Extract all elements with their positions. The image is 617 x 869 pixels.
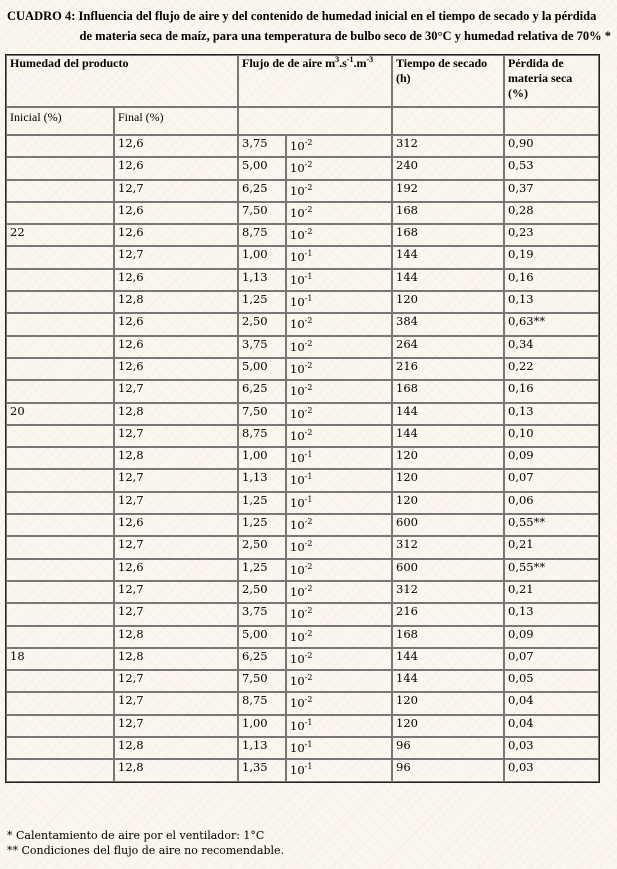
cell-inicial xyxy=(6,380,114,402)
cell-final: 12,7 xyxy=(114,380,238,402)
cell-perdida: 0,03 xyxy=(504,737,599,759)
cell-inicial xyxy=(6,447,114,469)
footnote-1: * Calentamiento de aire por el ventilador: 1°C xyxy=(7,829,265,842)
cell-inicial xyxy=(6,425,114,447)
cell-flujo: 1,00 xyxy=(238,715,286,737)
exponent-power: -1 xyxy=(304,271,313,281)
cell-flujo: 8,75 xyxy=(238,692,286,714)
cell-final: 12,6 xyxy=(114,336,238,358)
header-final: Final (%) xyxy=(114,107,238,135)
cell-exponent xyxy=(286,692,392,714)
cell-tiempo: 168 xyxy=(392,626,504,648)
exponent-base: 10 xyxy=(290,674,305,689)
cell-perdida: 0,06 xyxy=(504,492,599,514)
cell-tiempo: 312 xyxy=(392,135,504,157)
exponent-base: 10 xyxy=(290,339,305,354)
cell-perdida: 0,28 xyxy=(504,202,599,224)
header-flujo: Flujo de de aire $m^3.s^{-1}.m^{-3}$ xyxy=(238,55,392,107)
table-row xyxy=(6,224,599,246)
table-row xyxy=(6,291,599,313)
cell-perdida: 0,03 xyxy=(504,759,599,781)
table-row xyxy=(6,603,599,625)
cell-final: 12,6 xyxy=(114,559,238,581)
cell-inicial xyxy=(6,715,114,737)
cell-flujo: 6,25 xyxy=(238,180,286,202)
cell-perdida: 0,07 xyxy=(504,648,599,670)
table-row xyxy=(6,358,599,380)
cell-inicial xyxy=(6,358,114,380)
cell-final: 12,6 xyxy=(114,313,238,335)
table-row xyxy=(6,536,599,558)
cell-perdida: 0,04 xyxy=(504,715,599,737)
header-tiempo: Tiempo de secado (h) xyxy=(392,55,504,107)
cell-inicial xyxy=(6,180,114,202)
table-row xyxy=(6,559,599,581)
cell-tiempo: 144 xyxy=(392,403,504,425)
cell-inicial xyxy=(6,202,114,224)
cell-tiempo: 96 xyxy=(392,759,504,781)
cell-exponent xyxy=(286,403,392,425)
exponent-base: 10 xyxy=(290,540,305,555)
cell-exponent xyxy=(286,380,392,402)
exponent-power: -1 xyxy=(304,762,313,772)
table-row xyxy=(6,759,599,781)
cell-final: 12,8 xyxy=(114,737,238,759)
cell-flujo: 3,75 xyxy=(238,135,286,157)
cell-perdida: 0,63** xyxy=(504,313,599,335)
cell-perdida: 0,90 xyxy=(504,135,599,157)
header-tiempo-empty xyxy=(392,107,504,135)
cell-tiempo: 120 xyxy=(392,469,504,491)
cell-perdida: 0,21 xyxy=(504,581,599,603)
exponent-base: 10 xyxy=(290,428,305,443)
cell-inicial xyxy=(6,559,114,581)
cell-exponent xyxy=(286,715,392,737)
exponent-power: -1 xyxy=(304,450,313,460)
table-row xyxy=(6,246,599,268)
exponent-base: 10 xyxy=(290,384,305,399)
table-row xyxy=(6,692,599,714)
cell-tiempo: 384 xyxy=(392,313,504,335)
cell-tiempo: 120 xyxy=(392,291,504,313)
cell-tiempo: 240 xyxy=(392,157,504,179)
exponent-base: 10 xyxy=(290,250,305,265)
exponent-power: -2 xyxy=(304,606,313,616)
cell-inicial xyxy=(6,536,114,558)
data-table xyxy=(5,54,600,783)
cell-inicial xyxy=(6,692,114,714)
cell-final: 12,8 xyxy=(114,648,238,670)
cell-perdida: 0,04 xyxy=(504,692,599,714)
cell-final: 12,6 xyxy=(114,135,238,157)
cell-exponent xyxy=(286,759,392,781)
cell-flujo: 5,00 xyxy=(238,157,286,179)
cell-inicial xyxy=(6,603,114,625)
exponent-base: 10 xyxy=(290,607,305,622)
cell-flujo: 3,75 xyxy=(238,603,286,625)
cell-exponent xyxy=(286,469,392,491)
cell-exponent xyxy=(286,313,392,335)
exponent-power: -2 xyxy=(304,227,313,237)
cell-inicial xyxy=(6,469,114,491)
cell-flujo: 8,75 xyxy=(238,224,286,246)
table-row xyxy=(6,626,599,648)
table-row xyxy=(6,715,599,737)
cell-exponent xyxy=(286,559,392,581)
cell-final: 12,7 xyxy=(114,492,238,514)
exponent-power: -2 xyxy=(304,673,313,683)
cell-exponent xyxy=(286,336,392,358)
table-row xyxy=(6,157,599,179)
cell-flujo: 5,00 xyxy=(238,358,286,380)
exponent-power: -2 xyxy=(304,651,313,660)
cell-exponent xyxy=(286,536,392,558)
cell-tiempo: 600 xyxy=(392,559,504,581)
cell-tiempo: 192 xyxy=(392,180,504,202)
cell-final: 12,7 xyxy=(114,603,238,625)
cell-tiempo: 168 xyxy=(392,380,504,402)
exponent-base: 10 xyxy=(290,741,305,756)
table-row xyxy=(6,469,599,491)
cell-perdida: 0,13 xyxy=(504,291,599,313)
cell-flujo: 7,50 xyxy=(238,670,286,692)
cell-perdida: 0,19 xyxy=(504,246,599,268)
cell-exponent xyxy=(286,269,392,291)
cell-tiempo: 144 xyxy=(392,648,504,670)
cell-final: 12,8 xyxy=(114,447,238,469)
cell-final: 12,6 xyxy=(114,269,238,291)
exponent-power: -1 xyxy=(304,294,313,304)
cell-perdida: 0,16 xyxy=(504,269,599,291)
exponent-base: 10 xyxy=(290,317,305,332)
cell-flujo: 7,50 xyxy=(238,202,286,224)
cell-final: 12,6 xyxy=(114,157,238,179)
cell-tiempo: 120 xyxy=(392,692,504,714)
cell-inicial xyxy=(6,581,114,603)
cell-perdida: 0,10 xyxy=(504,425,599,447)
cell-flujo: 7,50 xyxy=(238,403,286,425)
cell-perdida: 0,37 xyxy=(504,180,599,202)
exponent-power: -2 xyxy=(304,205,313,215)
exponent-base: 10 xyxy=(290,161,305,176)
exponent-base: 10 xyxy=(290,651,305,666)
exponent-power: -1 xyxy=(304,717,313,727)
exponent-base: 10 xyxy=(290,473,305,488)
cell-tiempo: 312 xyxy=(392,581,504,603)
cell-exponent xyxy=(286,180,392,202)
exponent-power: -2 xyxy=(304,316,313,326)
cell-final: 12,6 xyxy=(114,358,238,380)
cell-tiempo: 144 xyxy=(392,670,504,692)
table-body xyxy=(6,135,599,782)
cell-tiempo: 96 xyxy=(392,737,504,759)
cell-inicial: 20 xyxy=(6,403,114,425)
cell-final: 12,7 xyxy=(114,469,238,491)
exponent-power: -1 xyxy=(304,472,313,482)
exponent-power: -1 xyxy=(304,494,313,504)
table-row xyxy=(6,581,599,603)
exponent-power: -2 xyxy=(304,695,313,705)
cell-tiempo: 216 xyxy=(392,358,504,380)
cell-inicial xyxy=(6,313,114,335)
cell-inicial xyxy=(6,135,114,157)
cell-perdida: 0,05 xyxy=(504,670,599,692)
cell-flujo: 1,25 xyxy=(238,492,286,514)
table-row xyxy=(6,514,599,536)
cell-exponent xyxy=(286,157,392,179)
cell-perdida: 0,55** xyxy=(504,559,599,581)
cell-tiempo: 120 xyxy=(392,492,504,514)
cell-exponent xyxy=(286,135,392,157)
cell-final: 12,7 xyxy=(114,425,238,447)
cell-final: 12,6 xyxy=(114,514,238,536)
exponent-base: 10 xyxy=(290,763,305,778)
table-row xyxy=(6,403,599,425)
exponent-base: 10 xyxy=(290,451,305,466)
header-inicial: Inicial (%) xyxy=(6,107,114,135)
cell-flujo: 3,75 xyxy=(238,336,286,358)
exponent-power: -2 xyxy=(304,428,313,438)
cell-perdida: 0,07 xyxy=(504,469,599,491)
cell-flujo: 1,00 xyxy=(238,246,286,268)
cell-inicial xyxy=(6,626,114,648)
table-row xyxy=(6,425,599,447)
cell-exponent xyxy=(286,492,392,514)
cell-final: 12,6 xyxy=(114,202,238,224)
cell-inicial xyxy=(6,157,114,179)
exponent-base: 10 xyxy=(290,629,305,644)
exponent-base: 10 xyxy=(290,139,305,153)
table-row xyxy=(6,202,599,224)
subheader-row xyxy=(6,107,599,135)
cell-flujo: 1,25 xyxy=(238,559,286,581)
cell-tiempo: 312 xyxy=(392,536,504,558)
cell-inicial xyxy=(6,670,114,692)
cell-flujo: 2,50 xyxy=(238,313,286,335)
header-row xyxy=(6,55,599,107)
header-humedad: Humedad del producto xyxy=(6,55,238,107)
table-row xyxy=(6,670,599,692)
cell-flujo: 2,50 xyxy=(238,536,286,558)
cell-perdida: 0,22 xyxy=(504,358,599,380)
cell-perdida: 0,09 xyxy=(504,447,599,469)
table-row xyxy=(6,135,599,157)
cell-exponent xyxy=(286,670,392,692)
exponent-power: -1 xyxy=(304,249,313,259)
cell-tiempo: 144 xyxy=(392,269,504,291)
cell-exponent xyxy=(286,514,392,536)
exponent-power: -2 xyxy=(304,517,313,527)
cell-tiempo: 168 xyxy=(392,224,504,246)
cell-exponent xyxy=(286,202,392,224)
exponent-base: 10 xyxy=(290,562,305,577)
cell-exponent xyxy=(286,603,392,625)
exponent-base: 10 xyxy=(290,495,305,510)
exponent-power: -2 xyxy=(304,628,313,638)
caption-line-2: de materia seca de maíz, para una temperatura de bulbo seco de 30°C y humedad relativa de 70% * xyxy=(79,29,611,43)
table-row xyxy=(6,180,599,202)
cell-tiempo: 216 xyxy=(392,603,504,625)
cell-exponent xyxy=(286,447,392,469)
cell-final: 12,7 xyxy=(114,246,238,268)
exponent-power: -2 xyxy=(304,361,313,371)
exponent-power: -2 xyxy=(304,160,313,170)
cell-final: 12,8 xyxy=(114,626,238,648)
exponent-power: -2 xyxy=(304,561,313,571)
table-row xyxy=(6,269,599,291)
cell-final: 12,8 xyxy=(114,759,238,781)
table-row xyxy=(6,380,599,402)
cell-final: 12,7 xyxy=(114,715,238,737)
cell-flujo: 1,13 xyxy=(238,269,286,291)
exponent-power: -2 xyxy=(304,338,313,348)
cell-flujo: 1,13 xyxy=(238,737,286,759)
exponent-power: -2 xyxy=(304,539,313,549)
cell-final: 12,8 xyxy=(114,291,238,313)
cell-exponent xyxy=(286,246,392,268)
caption-line-1: CUADRO 4: Influencia del flujo de aire y del contenido de humedad inicial en el tiempo de secado y la pérdida xyxy=(7,9,597,23)
cell-perdida: 0,55** xyxy=(504,514,599,536)
cell-flujo: 6,25 xyxy=(238,380,286,402)
cell-inicial xyxy=(6,492,114,514)
cell-flujo: 5,00 xyxy=(238,626,286,648)
cell-tiempo: 168 xyxy=(392,202,504,224)
exponent-power: -2 xyxy=(304,383,313,393)
cell-exponent xyxy=(286,581,392,603)
cell-flujo: 1,25 xyxy=(238,291,286,313)
cell-final: 12,7 xyxy=(114,180,238,202)
cell-inicial: 18 xyxy=(6,648,114,670)
cell-inicial: 22 xyxy=(6,224,114,246)
exponent-base: 10 xyxy=(290,518,305,533)
exponent-base: 10 xyxy=(290,406,305,421)
table-row xyxy=(6,336,599,358)
cell-perdida: 0,09 xyxy=(504,626,599,648)
cell-exponent xyxy=(286,358,392,380)
table-row xyxy=(6,737,599,759)
cell-perdida: 0,13 xyxy=(504,403,599,425)
exponent-base: 10 xyxy=(290,228,305,243)
cell-inicial xyxy=(6,246,114,268)
cell-perdida: 0,13 xyxy=(504,603,599,625)
footnotes xyxy=(7,828,284,858)
exponent-power: -2 xyxy=(304,584,313,594)
cell-exponent xyxy=(286,648,392,670)
cell-inicial xyxy=(6,269,114,291)
cell-exponent xyxy=(286,291,392,313)
table-row xyxy=(6,648,599,670)
cell-exponent xyxy=(286,737,392,759)
exponent-power: -2 xyxy=(304,182,313,192)
cell-exponent xyxy=(286,224,392,246)
exponent-base: 10 xyxy=(290,205,305,220)
cell-exponent xyxy=(286,626,392,648)
cell-perdida: 0,16 xyxy=(504,380,599,402)
header-perdida: Pérdida de materia seca (%) xyxy=(504,55,599,107)
cell-tiempo: 120 xyxy=(392,447,504,469)
cell-inicial xyxy=(6,514,114,536)
cell-inicial xyxy=(6,737,114,759)
cell-final: 12,7 xyxy=(114,536,238,558)
cell-flujo: 1,13 xyxy=(238,469,286,491)
exponent-base: 10 xyxy=(290,718,305,733)
cell-final: 12,7 xyxy=(114,581,238,603)
cell-final: 12,7 xyxy=(114,692,238,714)
cell-tiempo: 600 xyxy=(392,514,504,536)
exponent-base: 10 xyxy=(290,183,305,198)
cell-inicial xyxy=(6,291,114,313)
exponent-base: 10 xyxy=(290,361,305,376)
cell-flujo: 1,35 xyxy=(238,759,286,781)
exponent-base: 10 xyxy=(290,295,305,310)
cell-flujo: 1,25 xyxy=(238,514,286,536)
cell-perdida: 0,34 xyxy=(504,336,599,358)
footnote-2: ** Condiciones del flujo de aire no recomendable. xyxy=(7,844,285,857)
table-row xyxy=(6,447,599,469)
exponent-power: -2 xyxy=(304,138,313,148)
cell-final: 12,7 xyxy=(114,670,238,692)
cell-flujo: 1,00 xyxy=(238,447,286,469)
exponent-base: 10 xyxy=(290,584,305,599)
table-caption xyxy=(7,6,611,46)
cell-flujo: 2,50 xyxy=(238,581,286,603)
header-flujo-empty xyxy=(238,107,392,135)
cell-perdida: 0,21 xyxy=(504,536,599,558)
cell-tiempo: 120 xyxy=(392,715,504,737)
exponent-base: 10 xyxy=(290,272,305,287)
table-row xyxy=(6,313,599,335)
cell-exponent xyxy=(286,425,392,447)
cell-tiempo: 144 xyxy=(392,425,504,447)
exponent-power: -1 xyxy=(304,740,313,750)
cell-perdida: 0,53 xyxy=(504,157,599,179)
exponent-power: -2 xyxy=(304,405,313,415)
cell-inicial xyxy=(6,759,114,781)
exponent-base: 10 xyxy=(290,696,305,711)
cell-final: 12,8 xyxy=(114,403,238,425)
cell-inicial xyxy=(6,336,114,358)
cell-flujo: 8,75 xyxy=(238,425,286,447)
header-perdida-empty xyxy=(504,107,599,135)
cell-tiempo: 144 xyxy=(392,246,504,268)
table-row xyxy=(6,492,599,514)
cell-final: 12,6 xyxy=(114,224,238,246)
cell-perdida: 0,23 xyxy=(504,224,599,246)
cell-tiempo: 264 xyxy=(392,336,504,358)
cell-flujo: 6,25 xyxy=(238,648,286,670)
